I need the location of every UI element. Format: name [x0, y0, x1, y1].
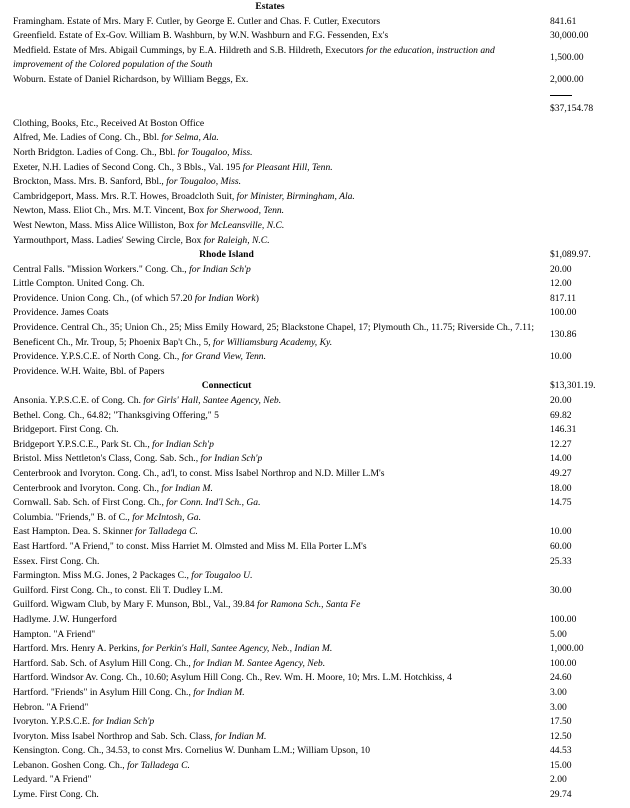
entry-description: Central Falls. "Mission Workers." Cong. Ch., for Indian Sch'p — [13, 263, 251, 275]
ledger-row — [0, 73, 630, 88]
entry-description: Hartford. Sab. Sch. of Asylum Hill Cong. Ch., for Indian M. Santee Agency, Neb. — [13, 657, 326, 669]
entry-amount: 5.00 — [550, 628, 567, 640]
entry-description: Hadlyme. J.W. Hungerford — [13, 613, 117, 625]
entry-description: Cornwall. Sab. Sch. of First Cong. Ch., for Conn. Ind'l Sch., Ga. — [13, 497, 261, 509]
subtotal-rule — [0, 88, 630, 103]
entry-description: Yarmouthport, Mass. Ladies' Sewing Circle, Box for Raleigh, N.C. — [13, 234, 270, 246]
entry-description: Hartford. Windsor Av. Cong. Ch., 10.60; Asylum Hill Cong. Ch., Rev. Wm. H. Moore, 10; Mrs. L.M. Hotchkiss, 4 — [13, 672, 452, 684]
entry-description: Hartford. "Friends" in Asylum Hill Cong. Ch., for Indian M. — [13, 686, 245, 698]
ledger-row — [0, 44, 630, 73]
clothing-total-row — [0, 248, 630, 263]
entry-description: Guilford. Wigwam Club, by Mary F. Munson, Bbl., Val., 39.84 for Ramona Sch., Santa Fe — [13, 599, 361, 611]
entry-description: Alfred, Me. Ladies of Cong. Ch., Bbl. for Selma, Ala. — [13, 132, 219, 144]
entry-amount: 14.75 — [550, 497, 572, 509]
entry-amount: 25.33 — [550, 555, 572, 567]
entry-description: Providence. W.H. Waite, Bbl. of Papers — [13, 365, 165, 377]
ledger-row — [0, 409, 630, 424]
entry-amount: 60.00 — [550, 540, 572, 552]
ledger-row — [0, 467, 630, 482]
entry-amount: 1,500.00 — [550, 52, 584, 64]
ledger-row — [0, 628, 630, 643]
ledger-row — [0, 29, 630, 44]
ledger-row — [0, 15, 630, 30]
entry-description: Bridgeport Y.P.S.C.E., Park St. Ch., for Indian Sch'p — [13, 438, 214, 450]
entry-amount: 18.00 — [550, 482, 572, 494]
ledger-row — [0, 277, 630, 292]
entry-amount: 20.00 — [550, 395, 572, 407]
section-heading-rhode-island: Rhode Island — [199, 249, 254, 261]
estates-total-row — [0, 102, 630, 117]
entry-amount: 2.00 — [550, 774, 567, 786]
entry-amount: 1,000.00 — [550, 643, 584, 655]
entry-amount: 100.00 — [550, 613, 577, 625]
entry-description: Framingham. Estate of Mrs. Mary F. Cutler, by George E. Cutler and Chas. F. Cutler, Executors — [13, 15, 381, 27]
entry-description: Hartford. Mrs. Henry A. Perkins, for Perkin's Hall, Santee Agency, Neb., Indian M. — [13, 643, 333, 655]
entry-description: Ledyard. "A Friend" — [13, 774, 92, 786]
ledger-row — [0, 219, 630, 234]
entry-amount: 130.86 — [550, 329, 577, 341]
ledger-row — [0, 204, 630, 219]
entry-amount: 15.00 — [550, 759, 572, 771]
entry-description: Medfield. Estate of Mrs. Abigail Cummings, by E.A. Hildreth and S.B. Hildreth, Executors for the education, instruction and improvement of the Colored population of the South — [13, 44, 495, 71]
entry-description: Guilford. First Cong. Ch., to const. Eli T. Dudley L.M. — [13, 584, 223, 596]
entry-description: Ansonia. Y.P.S.C.E. of Cong. Ch. for Girls' Hall, Santee Agency, Neb. — [13, 395, 282, 407]
entry-description: Bridgeport. First Cong. Ch. — [13, 424, 119, 436]
connecticut-list — [0, 394, 630, 803]
ledger-row — [0, 657, 630, 672]
entry-description: Centerbrook and Ivoryton. Cong. Ch., ad'l, to const. Miss Isabel Northrop and N.D. Miller L.M's — [13, 468, 385, 479]
entry-amount: 69.82 — [550, 409, 572, 421]
entry-description: Farmington. Miss M.G. Jones, 2 Packages C., for Tougaloo U. — [13, 570, 253, 582]
ledger-row — [0, 321, 630, 350]
entry-description: Ivoryton. Miss Isabel Northrop and Sab. Sch. Class, for Indian M. — [13, 730, 267, 742]
entry-description: West Newton, Mass. Miss Alice Williston, Box for McLeansville, N.C. — [13, 219, 285, 231]
ledger-row — [0, 263, 630, 278]
entry-description: Lyme. First Cong. Ch. — [13, 789, 99, 801]
entry-description: Providence. Union Cong. Ch., (of which 57.20 for Indian Work) — [13, 292, 259, 304]
ledger-row — [0, 306, 630, 321]
ledger-row — [0, 569, 630, 584]
ledger-row — [0, 365, 630, 380]
ledger-row — [0, 146, 630, 161]
estates-list — [0, 15, 630, 88]
entry-description: Centerbrook and Ivoryton. Cong. Ch., for Indian M. — [13, 482, 213, 494]
entry-amount: 100.00 — [550, 657, 577, 669]
ledger-row — [0, 292, 630, 307]
ledger-row — [0, 117, 630, 132]
clothing-total: $1,089.97. — [550, 249, 591, 261]
ledger-row — [0, 701, 630, 716]
ledger-row — [0, 175, 630, 190]
rhode-island-total: $13,301.19. — [550, 380, 596, 392]
entry-amount: 30,000.00 — [550, 30, 589, 42]
section-heading-connecticut: Connecticut — [201, 380, 252, 392]
entry-description: Woburn. Estate of Daniel Richardson, by William Beggs, Ex. — [13, 73, 249, 85]
ledger-row — [0, 234, 630, 249]
entry-amount: 44.53 — [550, 745, 572, 757]
entry-amount: 12.00 — [550, 278, 572, 290]
entry-description: Providence. James Coats — [13, 307, 109, 319]
entry-description: East Hartford. "A Friend," to const. Miss Harriet M. Olmsted and Miss M. Ella Porter L.M's — [13, 540, 367, 552]
entry-amount: 20.00 — [550, 263, 572, 275]
entry-description: Hebron. "A Friend" — [13, 701, 89, 713]
entry-description: Brockton, Mass. Mrs. B. Sanford, Bbl., for Tougaloo, Miss. — [13, 176, 242, 188]
ledger-row — [0, 161, 630, 176]
entry-description: Bethel. Cong. Ch., 64.82; "Thanksgiving Offering," 5 — [13, 409, 219, 421]
entry-description: Providence. Central Ch., 35; Union Ch., 25; Miss Emily Howard, 25; Blackstone Chapel, 17; Plymouth Ch., 11.75; Riverside Ch., 7.11; Beneficent Ch., Mr. Troup, 5; Phoenix Bap't Ch., 5, for Williamsburg Academy, Ky. — [13, 322, 535, 348]
entry-description: Greenfield. Estate of Ex-Gov. William B. Washburn, by W.N. Washburn and F.G. Fessenden, Ex's — [13, 30, 389, 42]
entry-amount: 12.50 — [550, 730, 572, 742]
entry-amount: 841.61 — [550, 15, 577, 27]
entry-amount: 10.00 — [550, 351, 572, 363]
ledger-row — [0, 555, 630, 570]
ledger-row — [0, 773, 630, 788]
ledger-row — [0, 540, 630, 555]
entry-description: North Bridgton. Ladies of Cong. Ch., Bbl. for Tougaloo, Miss. — [13, 146, 253, 158]
entry-description: East Hampton. Dea. S. Skinner for Talladega C. — [13, 526, 198, 538]
ledger-row — [0, 482, 630, 497]
ledger-row — [0, 423, 630, 438]
ledger-row — [0, 671, 630, 686]
entry-description: Kensington. Cong. Ch., 34.53, to const Mrs. Cornelius W. Dunham L.M.; William Upson, 10 — [13, 745, 371, 757]
ledger-row — [0, 715, 630, 730]
ledger-row — [0, 190, 630, 205]
entry-description: Bristol. Miss Nettleton's Class, Cong. Sab. Sch., for Indian Sch'p — [13, 453, 263, 465]
ledger-row — [0, 511, 630, 526]
ledger-row — [0, 394, 630, 409]
entry-amount: 2,000.00 — [550, 73, 584, 85]
clothing-list — [0, 117, 630, 248]
entry-description: Hampton. "A Friend" — [13, 628, 96, 640]
entry-amount: 29.74 — [550, 789, 572, 801]
entry-description: Essex. First Cong. Ch. — [13, 555, 100, 567]
ledger-row — [0, 452, 630, 467]
entry-amount: 17.50 — [550, 716, 572, 728]
ledger-row — [0, 642, 630, 657]
entry-amount: 146.31 — [550, 424, 577, 436]
ledger-row — [0, 759, 630, 774]
ledger-row — [0, 730, 630, 745]
entry-amount: 24.60 — [550, 672, 572, 684]
entry-description: Clothing, Books, Etc., Received At Boston Office — [13, 117, 205, 129]
ledger-row — [0, 496, 630, 511]
ledger-row — [0, 131, 630, 146]
estates-total: $37,154.78 — [550, 103, 594, 115]
ledger-row — [0, 744, 630, 759]
entry-amount: 30.00 — [550, 584, 572, 596]
entry-amount: 3.00 — [550, 686, 567, 698]
entry-description: Little Compton. United Cong. Ch. — [13, 278, 145, 290]
entry-description: Ivoryton. Y.P.S.C.E. for Indian Sch'p — [13, 716, 155, 728]
entry-amount: 817.11 — [550, 292, 577, 304]
ledger-row — [0, 598, 630, 613]
rhode-island-list — [0, 263, 630, 380]
entry-amount: 49.27 — [550, 468, 572, 479]
entry-amount: 12.27 — [550, 438, 572, 450]
entry-amount: 100.00 — [550, 307, 577, 319]
ledger-row — [0, 584, 630, 599]
ledger-row — [0, 438, 630, 453]
entry-description: Lebanon. Goshen Cong. Ch., for Talladega C. — [13, 759, 190, 771]
entry-amount: 10.00 — [550, 526, 572, 538]
ledger-row — [0, 788, 630, 803]
entry-description: Providence. Y.P.S.C.E. of North Cong. Ch., for Grand View, Tenn. — [13, 351, 267, 363]
ledger-row — [0, 613, 630, 628]
entry-description: Cambridgeport, Mass. Mrs. R.T. Howes, Broadcloth Suit, for Minister, Birmingham, Ala. — [13, 190, 355, 202]
ledger-row — [0, 686, 630, 701]
entry-amount: 3.00 — [550, 701, 567, 713]
section-heading-estates: Estates — [255, 1, 285, 12]
ledger-row — [0, 525, 630, 540]
entry-description: Exeter, N.H. Ladies of Second Cong. Ch., 3 Bbls., Val. 195 for Pleasant Hill, Tenn. — [13, 161, 333, 173]
rhode-island-total-row — [0, 379, 630, 394]
entry-amount: 14.00 — [550, 453, 572, 465]
entry-description: Columbia. "Friends," B. of C., for McIntosh, Ga. — [13, 511, 201, 523]
ledger-row — [0, 350, 630, 365]
entry-description: Newton, Mass. Eliot Ch., Mrs. M.T. Vincent, Box for Sherwood, Tenn. — [13, 205, 285, 217]
